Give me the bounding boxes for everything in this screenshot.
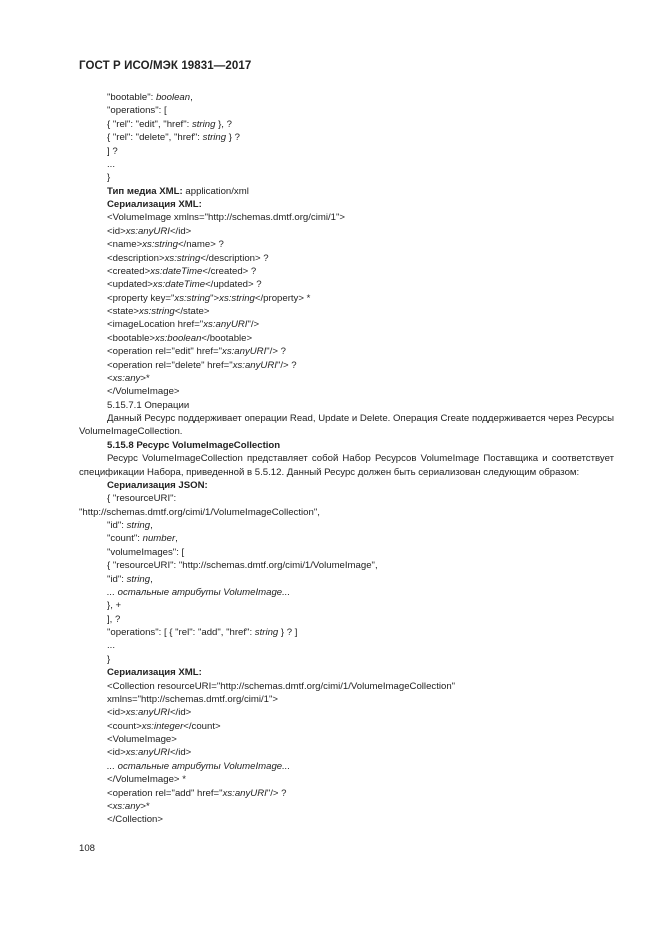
text-segment: xs:dateTime: [152, 279, 206, 291]
text-segment: string: [254, 627, 279, 638]
text-segment: xs:any: [112, 800, 141, 812]
text-segment: </property> *: [254, 292, 311, 304]
text-segment: ,: [175, 533, 178, 545]
text-line: [79, 345, 614, 358]
text-segment: </updated> ?: [205, 279, 262, 291]
text-line: [79, 666, 614, 679]
text-segment: string: [202, 132, 227, 144]
text-segment: xs:anyURI: [222, 346, 267, 358]
text-line: [79, 265, 614, 278]
text-line: [79, 332, 614, 345]
text-line: [79, 706, 614, 719]
text-line: [79, 626, 614, 639]
text-line: [79, 573, 614, 586]
text-line: [79, 439, 614, 452]
text-segment: ,: [150, 520, 153, 531]
text-segment: <property key=": [107, 292, 175, 304]
text-segment: </created> ?: [202, 265, 257, 277]
text-segment: </id>: [169, 225, 192, 237]
text-segment: ], ?: [107, 613, 121, 625]
text-segment: <name>: [107, 239, 143, 251]
text-segment: Тип медиа XML:: [107, 185, 183, 197]
text-segment: </Collection>: [107, 814, 163, 826]
text-segment: "operations": [: [107, 105, 167, 117]
text-line: [79, 639, 614, 652]
text-segment: <: [107, 372, 113, 384]
text-line: [79, 546, 614, 559]
text-segment: <VolumeImage xmlns="http://schemas.dmtf.org/cimi/1">: [107, 212, 345, 224]
text-segment: { "rel": "edit", "href":: [107, 118, 192, 130]
text-segment: { "rel": "delete", "href":: [107, 132, 203, 144]
text-line: [79, 532, 614, 545]
text-segment: Сериализация XML:: [107, 667, 202, 679]
text-segment: <created>: [107, 265, 151, 277]
text-line: [79, 278, 614, 291]
text-line: [79, 145, 614, 158]
text-segment: xs:boolean: [155, 332, 202, 344]
text-segment: <updated>: [107, 279, 153, 291]
text-segment: "count":: [107, 533, 143, 545]
text-segment: { "resourceURI":: [107, 493, 177, 505]
text-segment: <imageLocation href=": [107, 319, 204, 331]
text-segment: </VolumeImage> *: [107, 774, 186, 786]
text-segment: ,: [190, 92, 193, 103]
text-line: [79, 211, 614, 224]
text-segment: <description>: [107, 252, 165, 264]
document-body: [79, 91, 614, 827]
page-number: 108: [79, 843, 96, 854]
text-line: [79, 720, 614, 733]
text-line: [79, 91, 614, 104]
text-segment: string: [126, 573, 151, 585]
text-line: [79, 318, 614, 331]
text-segment: <operation rel="add" href=": [107, 787, 223, 799]
text-segment: xs:dateTime: [150, 265, 203, 277]
text-segment: xs:string: [164, 252, 201, 264]
text-line: [79, 131, 614, 144]
text-line: [79, 813, 614, 826]
text-segment: xs:anyURI: [125, 225, 170, 237]
text-line: [79, 492, 614, 505]
text-segment: }: [107, 653, 111, 665]
text-line: [79, 385, 614, 398]
text-line: [79, 198, 614, 211]
text-segment: <Collection resourceURI="http://schemas.dmtf.org/cimi/1/VolumeImageCollection": [107, 680, 456, 692]
text-segment: </state>: [174, 306, 210, 317]
text-segment: <id>: [107, 747, 126, 759]
text-segment: <state>: [107, 306, 140, 317]
text-segment: string: [191, 118, 216, 130]
text-line: [79, 760, 614, 773]
text-line: [79, 773, 614, 786]
text-line: [79, 599, 614, 612]
paragraph: [79, 452, 614, 479]
text-line: [79, 238, 614, 251]
text-segment: </id>: [169, 707, 192, 719]
text-line: [79, 586, 614, 599]
text-segment: number: [142, 533, 176, 545]
text-line: [79, 372, 614, 385]
text-segment: <count>: [107, 720, 142, 732]
text-line: [79, 305, 614, 318]
text-segment: xs:string: [142, 239, 178, 251]
text-segment: } ? ]: [278, 627, 298, 638]
text-line: [79, 252, 614, 265]
text-line: [79, 158, 614, 171]
text-segment: Данный Ресурс поддерживает операции Read, Update и Delete. Операция Create поддерживается через Ресурсы VolumeImageCollection.: [79, 413, 614, 438]
text-segment: <VolumeImage>: [107, 734, 177, 745]
text-segment: "id":: [107, 573, 127, 585]
text-line: [79, 359, 614, 372]
text-segment: xs:anyURI: [125, 707, 170, 719]
text-segment: </count>: [183, 720, 221, 732]
text-segment: ,: [150, 573, 153, 585]
text-line: [79, 104, 614, 117]
text-segment: xs:string: [174, 292, 211, 304]
text-segment: }, ?: [215, 118, 232, 130]
text-line: [79, 693, 614, 706]
text-segment: <id>: [107, 225, 126, 237]
text-segment: </description> ?: [200, 252, 269, 264]
text-segment: application/xml: [182, 185, 249, 197]
text-segment: }: [107, 172, 111, 184]
text-line: [79, 787, 614, 800]
text-segment: "operations": [ { "rel": "add", "href":: [107, 627, 255, 638]
text-line: [79, 519, 614, 532]
text-segment: 5.15.7.1 Операции: [107, 399, 190, 411]
text-segment: "bootable":: [107, 92, 156, 103]
text-segment: xs:any: [112, 372, 141, 384]
text-segment: "/> ?: [276, 359, 297, 371]
text-line: [79, 185, 614, 198]
text-segment: "/> ?: [266, 346, 286, 358]
text-segment: xs:anyURI: [232, 359, 277, 371]
text-segment: </VolumeImage>: [107, 386, 180, 398]
text-segment: "id":: [107, 520, 127, 531]
text-segment: >*: [140, 372, 150, 384]
text-segment: ...: [107, 640, 115, 652]
text-segment: "volumeImages": [: [107, 546, 185, 558]
text-segment: ... остальные атрибуты VolumeImage...: [107, 586, 291, 598]
text-segment: xs:anyURI: [203, 319, 248, 331]
text-segment: xs:string: [139, 306, 175, 317]
text-line: [79, 225, 614, 238]
text-segment: <: [107, 800, 113, 812]
text-line: [79, 118, 614, 131]
text-segment: xs:string: [219, 292, 255, 304]
text-segment: <operation rel="delete" href=": [107, 359, 233, 371]
text-segment: boolean: [155, 92, 191, 103]
text-line: [79, 800, 614, 813]
text-segment: { "resourceURI": "http://schemas.dmtf.org/cimi/1/VolumeImage",: [107, 560, 378, 572]
text-segment: </bootable>: [201, 332, 253, 344]
text-segment: ] ?: [107, 145, 118, 157]
text-segment: <bootable>: [107, 332, 156, 344]
text-segment: ... остальные атрибуты VolumeImage...: [107, 760, 291, 772]
text-line: [79, 506, 614, 519]
text-line: [79, 399, 614, 412]
text-line: [79, 613, 614, 626]
text-segment: } ?: [226, 132, 240, 144]
text-line: [79, 171, 614, 184]
text-segment: "/>: [247, 319, 260, 331]
text-line: [79, 559, 614, 572]
text-line: [79, 680, 614, 693]
text-segment: string: [126, 520, 151, 531]
text-line: [79, 746, 614, 759]
text-segment: >*: [140, 800, 150, 812]
text-segment: xmlns="http://schemas.dmtf.org/cimi/1">: [107, 693, 279, 705]
text-segment: ...: [107, 158, 115, 170]
document-header: ГОСТ Р ИСО/МЭК 19831—2017: [79, 60, 252, 72]
text-segment: xs:integer: [141, 720, 184, 732]
text-segment: Сериализация XML:: [107, 199, 202, 210]
text-segment: </name> ?: [177, 239, 224, 251]
text-segment: }, +: [107, 600, 122, 612]
text-segment: Ресурс VolumeImageCollection представляет собой Набор Ресурсов VolumeImage Поставщика и соответствует спецификации Набора, приведенной в 5.5.12. Данный Ресурс должен быть сериализован следующим образом:: [79, 453, 614, 478]
text-segment: "http://schemas.dmtf.org/cimi/1/VolumeImageCollection",: [79, 506, 320, 518]
text-segment: </id>: [169, 747, 192, 759]
text-line: [79, 292, 614, 305]
text-segment: <operation rel="edit" href=": [107, 346, 223, 358]
text-segment: "/> ?: [266, 787, 287, 799]
text-line: [79, 653, 614, 666]
text-segment: xs:anyURI: [125, 747, 170, 759]
text-segment: <id>: [107, 707, 126, 719]
text-segment: ">: [210, 292, 220, 304]
text-segment: Сериализация JSON:: [107, 479, 208, 491]
text-line: [79, 479, 614, 492]
text-segment: 5.15.8 Ресурс VolumeImageCollection: [107, 439, 281, 451]
text-segment: xs:anyURI: [222, 787, 267, 799]
text-line: [79, 733, 614, 746]
paragraph: [79, 412, 614, 439]
